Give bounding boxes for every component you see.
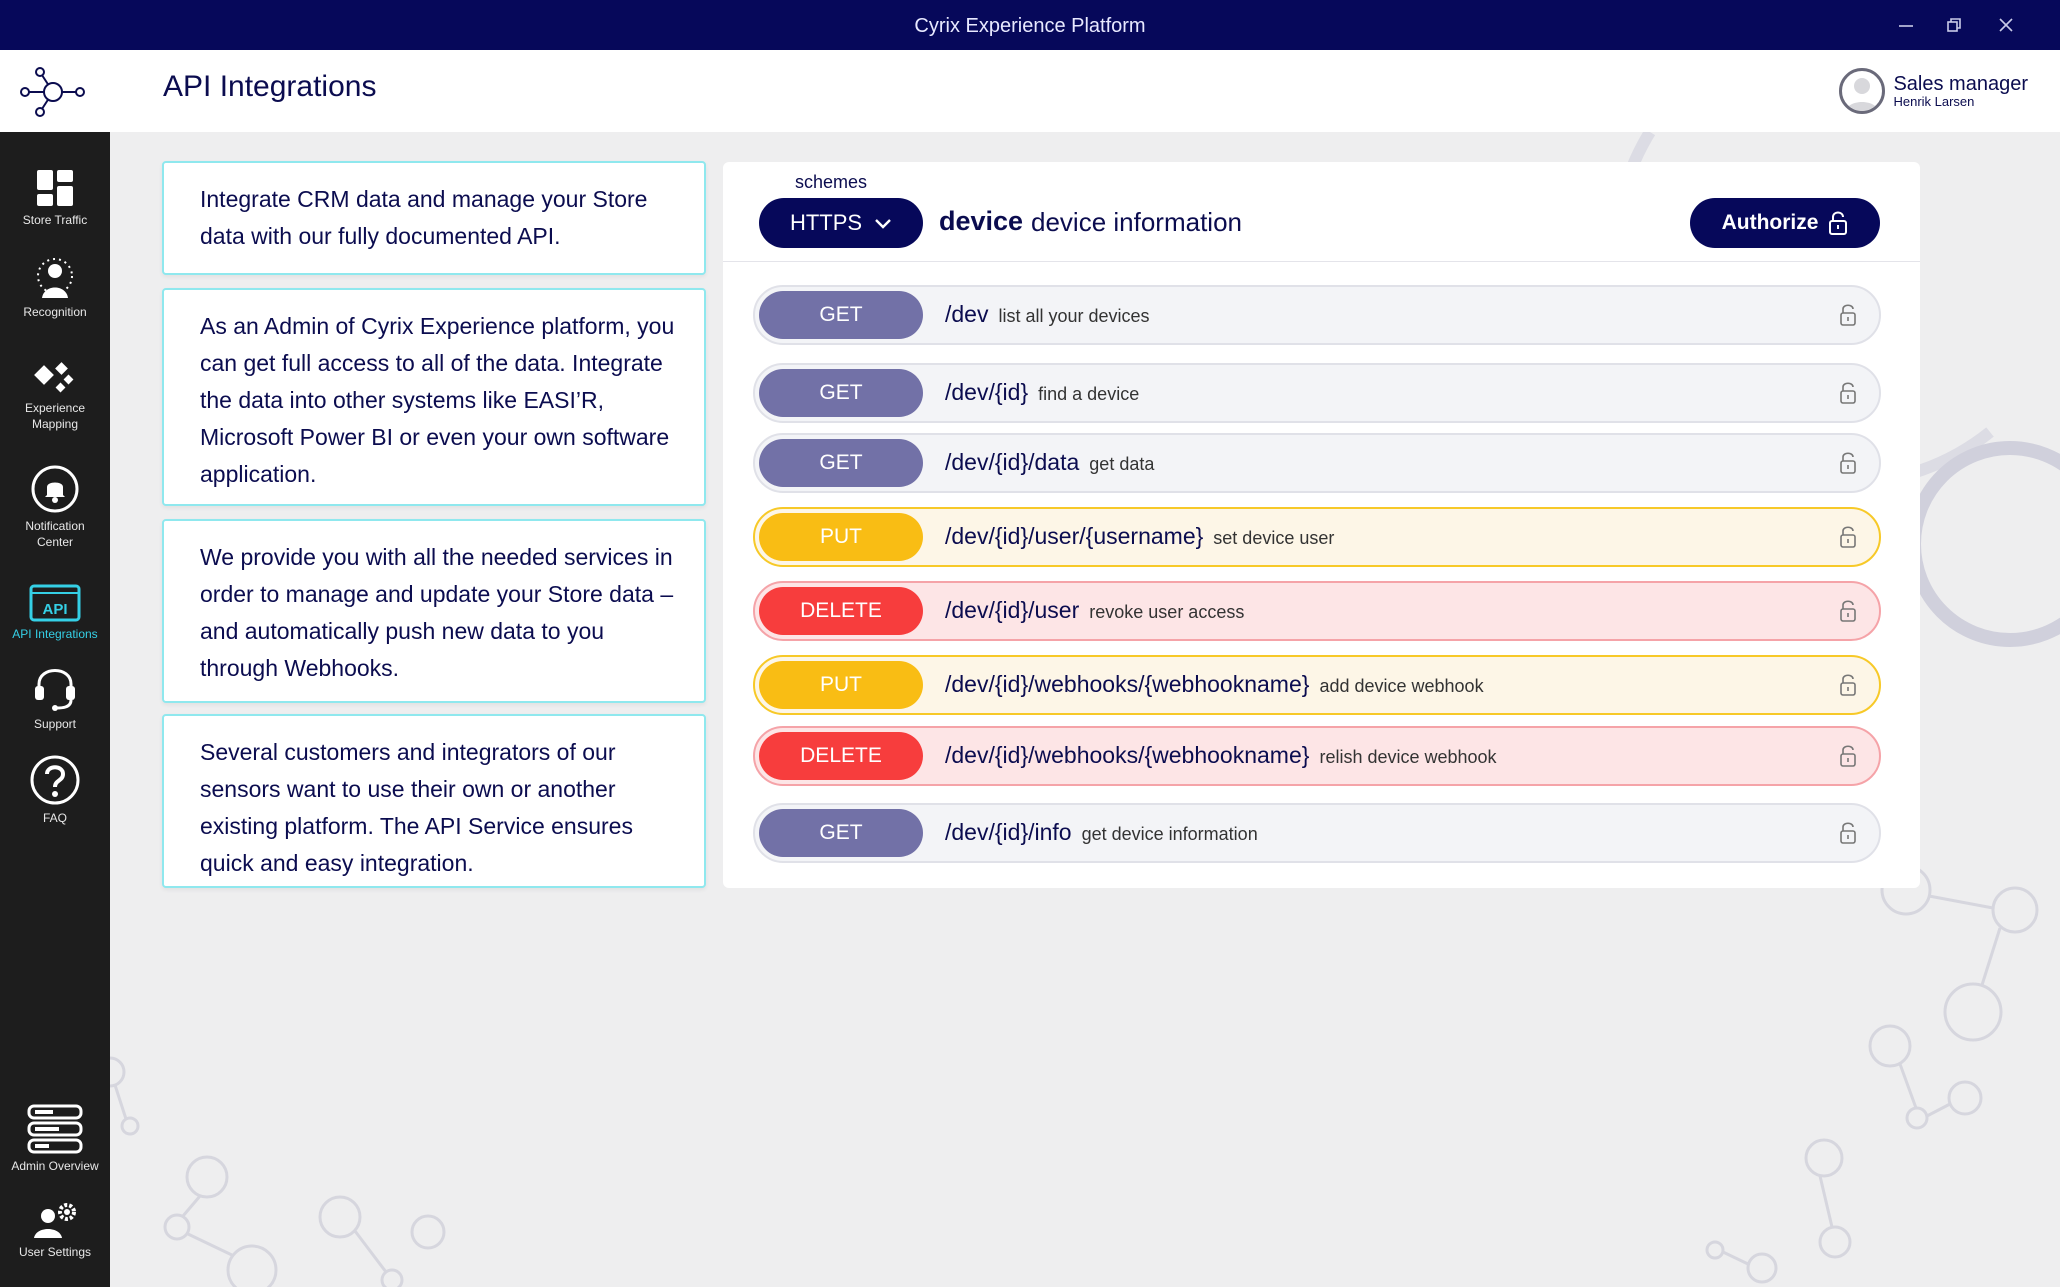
sidebar-item-user-settings[interactable] — [0, 1200, 110, 1260]
user-name: Henrik Larsen — [1893, 94, 1975, 109]
api-operation-row[interactable] — [753, 363, 1881, 423]
info-card-text: Integrate CRM data and manage your Store data with our fully documented API. — [200, 186, 648, 249]
sidebar-item-recognition[interactable] — [0, 254, 110, 320]
info-card-text: As an Admin of Cyrix Experience platform, you can get full access to all of the data. Integrate the data into other systems like EASI’R, Microsoft Power BI or even your own software application. — [200, 313, 675, 487]
unlock-icon[interactable] — [1839, 821, 1857, 845]
sidebar-item-admin-overview[interactable] — [0, 1104, 110, 1174]
cyrix-logo-icon[interactable] — [18, 62, 88, 122]
operation-path: /dev/{id}/user — [945, 597, 1080, 623]
http-method-badge: GET — [759, 439, 923, 487]
http-method-badge: GET — [759, 291, 923, 339]
info-card — [162, 288, 706, 506]
operation-summary: list all your devices — [998, 306, 1150, 326]
authorize-label: Authorize — [1721, 211, 1819, 234]
user-avatar-icon — [1842, 71, 1882, 111]
sidebar-item-faq[interactable] — [0, 754, 110, 826]
experience-mapping-icon — [31, 356, 79, 396]
api-operation-row[interactable] — [753, 655, 1881, 715]
operation-summary: add device webhook — [1319, 676, 1484, 696]
minimize-icon — [1898, 17, 1914, 33]
operation-path: /dev/{id}/user/{username} — [945, 523, 1204, 549]
operation-path: /dev — [945, 301, 989, 327]
sidebar-item-label: Support — [33, 717, 77, 731]
api-operation-row[interactable] — [753, 285, 1881, 345]
api-operation-row[interactable] — [753, 581, 1881, 641]
recognition-icon — [33, 254, 77, 300]
question-icon — [29, 754, 81, 806]
headset-icon — [31, 662, 79, 712]
operation-path: /dev/{id}/data — [945, 449, 1080, 475]
operation-summary: get data — [1089, 454, 1155, 474]
http-method-badge: DELETE — [759, 587, 923, 635]
sidebar-item-label: Store Traffic — [22, 213, 88, 227]
http-method-badge: PUT — [759, 661, 923, 709]
api-operation-row[interactable] — [753, 433, 1881, 493]
api-operation-row[interactable] — [753, 726, 1881, 786]
server-icon — [27, 1104, 83, 1154]
operation-summary: find a device — [1038, 384, 1140, 404]
sidebar-item-label: Notification Center — [25, 519, 85, 549]
api-badge-text: API — [42, 601, 68, 618]
user-role: Sales manager — [1893, 73, 2028, 95]
api-icon — [29, 584, 81, 622]
operation-path: /dev/{id}/webhooks/{webhookname} — [945, 671, 1310, 697]
minimize-button[interactable] — [1882, 0, 1930, 50]
sidebar-item-support[interactable] — [0, 662, 110, 732]
app-header — [0, 50, 2060, 132]
sidebar-item-experience-mapping[interactable] — [0, 356, 110, 432]
close-button[interactable] — [1982, 0, 2030, 50]
sidebar-item-label: Recognition — [23, 305, 87, 319]
operation-summary: set device user — [1213, 528, 1335, 548]
sidebar-item-label: FAQ — [42, 811, 67, 825]
page-title: API Integrations — [163, 70, 377, 103]
authorize-button[interactable] — [1690, 198, 1880, 248]
info-card — [162, 519, 706, 703]
operation-summary: get device information — [1081, 824, 1258, 844]
avatar[interactable] — [1839, 68, 1885, 114]
window-titlebar — [0, 0, 2060, 50]
unlock-icon[interactable] — [1839, 599, 1857, 623]
operation-summary: relish device webhook — [1319, 747, 1497, 767]
sidebar — [0, 132, 110, 1287]
unlock-icon[interactable] — [1839, 673, 1857, 697]
http-method-badge: GET — [759, 809, 923, 857]
unlock-icon[interactable] — [1839, 303, 1857, 327]
window-title: Cyrix Experience Platform — [914, 15, 1146, 37]
scheme-value: HTTPS — [789, 210, 863, 235]
sidebar-item-label: API Integrations — [12, 627, 98, 641]
scheme-select[interactable] — [759, 198, 923, 248]
api-panel — [723, 162, 1920, 888]
operation-path: /dev/{id} — [945, 379, 1029, 405]
info-card — [162, 714, 706, 888]
user-settings-icon — [31, 1200, 79, 1240]
notification-bell-icon — [30, 464, 80, 514]
sidebar-item-label: User Settings — [18, 1245, 92, 1259]
operation-path: /dev/{id}/info — [945, 819, 1072, 845]
operation-path: /dev/{id}/webhooks/{webhookname} — [945, 742, 1310, 768]
unlock-icon[interactable] — [1839, 451, 1857, 475]
api-tag-description: device information — [1031, 207, 1242, 237]
schemes-label: schemes — [795, 172, 868, 192]
info-card-text: We provide you with all the needed services in order to manage and update your Store data – and automatically push new data to you through Webhooks. — [200, 544, 674, 681]
sidebar-item-store-traffic[interactable] — [0, 168, 110, 228]
user-profile[interactable] — [1839, 66, 2028, 116]
api-tag-name: device — [939, 206, 1024, 236]
unlock-icon[interactable] — [1839, 744, 1857, 768]
sidebar-item-api-integrations[interactable] — [0, 584, 110, 642]
restore-button[interactable] — [1930, 0, 1978, 50]
info-card-text: Several customers and integrators of our sensors want to use their own or another existing platform. The API Service ensures quick and easy integration. — [200, 739, 633, 876]
api-operation-row[interactable] — [753, 803, 1881, 863]
sidebar-item-notification-center[interactable] — [0, 464, 110, 550]
unlock-icon[interactable] — [1839, 525, 1857, 549]
operation-summary: revoke user access — [1089, 602, 1245, 622]
sidebar-item-label: Experience Mapping — [24, 401, 86, 431]
unlock-icon — [1828, 210, 1848, 236]
restore-icon — [1946, 17, 1962, 33]
chevron-down-icon — [874, 217, 892, 229]
store-traffic-icon — [35, 168, 75, 208]
unlock-icon[interactable] — [1839, 381, 1857, 405]
http-method-badge: GET — [759, 369, 923, 417]
info-card — [162, 161, 706, 275]
http-method-badge: PUT — [759, 513, 923, 561]
api-operation-row[interactable] — [753, 507, 1881, 567]
close-icon — [1998, 17, 2014, 33]
api-panel-header — [723, 162, 1920, 262]
http-method-badge: DELETE — [759, 732, 923, 780]
sidebar-item-label: Admin Overview — [11, 1159, 99, 1173]
